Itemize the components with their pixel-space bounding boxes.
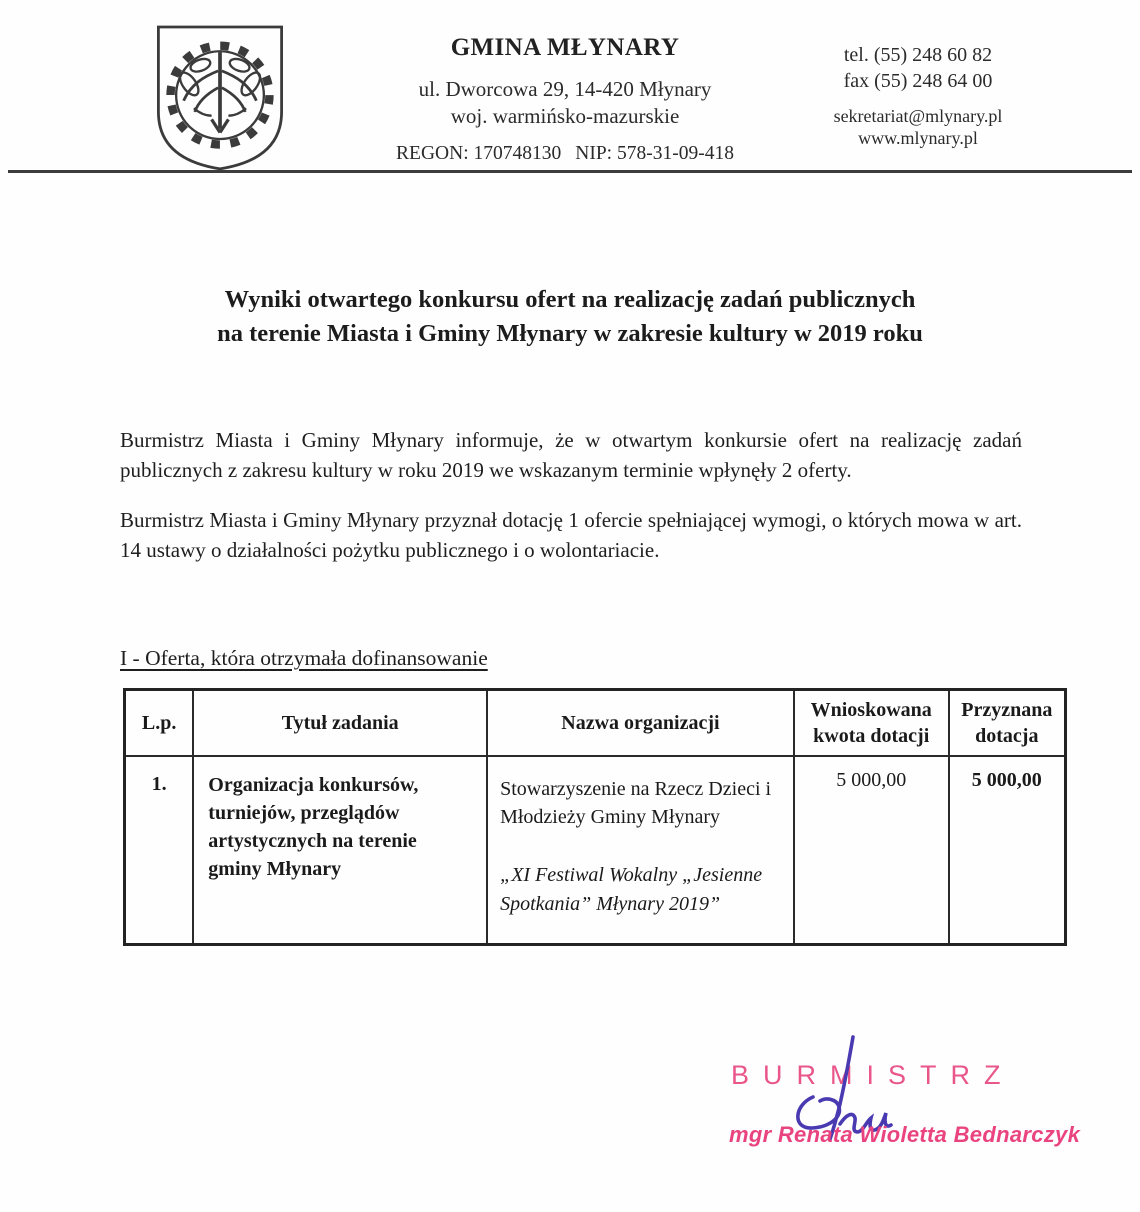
org-fax: fax (55) 248 64 00	[843, 70, 993, 92]
document-title-line1: Wyniki otwartego konkursu ofert na realizację zadań publicznych	[224, 286, 916, 313]
document-title-line2: na terenie Miasta i Gminy Młynary w zakresie kultury w 2019 roku	[217, 320, 923, 347]
org-phone: tel. (55) 248 60 82	[843, 44, 993, 66]
org-address-voivodeship: woj. warmińsko-mazurskie	[450, 104, 680, 128]
col-header-organization: Nazwa organizacji	[487, 690, 794, 757]
org-email: sekretariat@mlynary.pl	[833, 106, 1003, 126]
table-header-row	[125, 690, 1066, 757]
row-organization-cell	[487, 756, 794, 944]
row-requested-amount: 5 000,00	[794, 756, 949, 944]
org-regon: REGON: 170748130	[396, 143, 562, 164]
paragraph-decision: Burmistrz Miasta i Gminy Młynary przyznał dotację 1 ofercie spełniającej wymogi, o których mowa w art. 14 ustawy o działalności pożytku publicznego i o wolontariacie.	[120, 508, 1022, 562]
header-contact-block	[808, 42, 1028, 149]
col-header-requested-amount: Wnioskowana kwota dotacji	[794, 690, 949, 757]
org-website: www.mlynary.pl	[858, 128, 978, 148]
org-name: GMINA MŁYNARY	[450, 34, 680, 61]
org-ids-row	[335, 143, 795, 165]
org-address-street: ul. Dworcowa 29, 14-420 Młynary	[418, 77, 712, 101]
paragraph-announcement: Burmistrz Miasta i Gminy Młynary informuje, że w otwartym konkursie ofert na realizację zadań publicznych z zakresu kultury w roku 2019 we wskazanym terminie wpłynęły 2 oferty.	[120, 428, 1022, 482]
row-task-title: Organizacja konkursów, turniejów, przeglądów artystycznych na terenie gminy Młynary	[193, 756, 487, 944]
signature-name: mgr Renata Wioletta Bednarczyk	[729, 1122, 1081, 1147]
grant-results-table	[123, 688, 1067, 946]
table-row	[125, 756, 1066, 944]
row-project-name: „XI Festiwal Wokalny „Jesienne Spotkania” Młynary 2019”	[500, 864, 763, 915]
org-nip: NIP: 578-31-09-418	[575, 143, 734, 164]
row-organization-name: Stowarzyszenie na Rzecz Dzieci i Młodzieży Gminy Młynary	[500, 778, 772, 828]
header-divider	[8, 170, 1132, 173]
coat-of-arms-icon	[150, 22, 290, 172]
col-header-lp: L.p.	[125, 690, 194, 757]
col-header-granted-amount: Przyznana dotacja	[949, 690, 1066, 757]
col-header-task-title: Tytuł zadania	[193, 690, 487, 757]
row-number: 1.	[125, 756, 194, 944]
signature-role-stamp: BURMISTRZ	[731, 1060, 1015, 1090]
document-title	[0, 283, 1140, 351]
section-heading-funded-offer: I - Oferta, która otrzymała dofinansowanie	[120, 646, 488, 670]
header-org-block	[335, 34, 795, 165]
row-granted-amount: 5 000,00	[949, 756, 1066, 944]
